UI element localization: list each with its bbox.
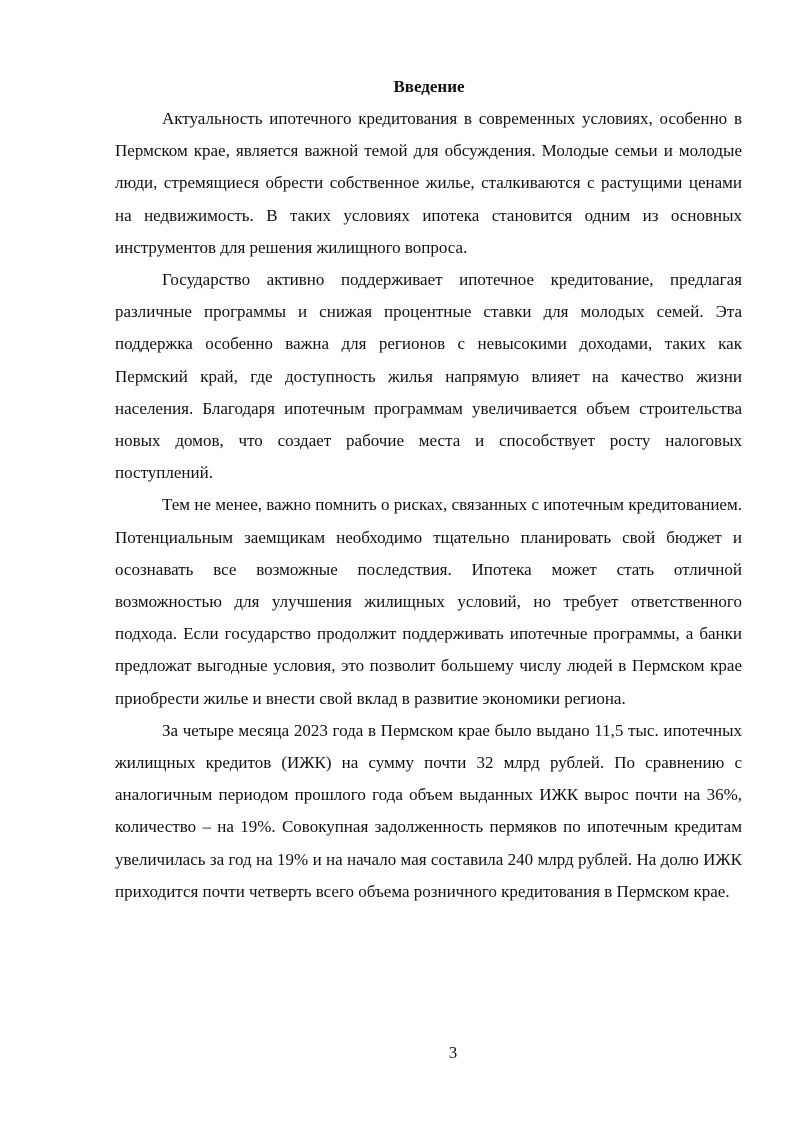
paragraph-state-support: Государство активно поддерживает ипотечное кредитование, предлагая различные программы и снижая процентные ставки для молодых семей. Эта поддержка особенно важна для регионов с невысокими доходами, таких как Пермский край, где доступность жилья напрямую влияет на качество жизни населения. Благодаря ипотечным программам увеличивается объем строительства новых домов, что создает рабочие места и способствует росту налоговых поступлений. — [115, 270, 742, 483]
paragraph-statistics: За четыре месяца 2023 года в Пермском крае было выдано 11,5 тыс. ипотечных жилищных кредитов (ИЖК) на сумму почти 32 млрд рублей. По сравнению с аналогичным периодом прошлого года объем выданных ИЖК вырос почти на 36%, количество – на 19%. Совокупная задолженность пермяков по ипотечным кредитам увеличилась за год на 19% и на начало мая составила 240 млрд рублей. На долю ИЖК приходится почти четверть всего объема розничного кредитования в Пермском крае. — [115, 720, 742, 901]
section-title: Введение — [393, 77, 465, 96]
paragraph-risks: Тем не менее, важно помнить о рисках, связанных с ипотечным кредитованием. Потенциальным заемщикам необходимо тщательно планировать свой бюджет и осознавать все возможные последствия. Ипотека может стать отличной возможностью для улучшения жилищных условий, но требует ответственного подхода. Если государство продолжит поддерживать ипотечные программы, а банки предложат выгодные условия, это позволит большему числу людей в Пермском крае приобрести жилье и внести свой вклад в развитие экономики региона. — [115, 495, 742, 708]
body-text — [115, 103, 742, 908]
paragraph-relevance: Актуальность ипотечного кредитования в современных условиях, особенно в Пермском крае, является важной темой для обсуждения. Молодые семьи и молодые люди, стремящиеся обрести собственное жилье, сталкиваются с растущими ценами на недвижимость. В таких условиях ипотека становится одним из основных инструментов для решения жилищного вопроса. — [115, 109, 742, 257]
page-number: 3 — [448, 1043, 458, 1062]
